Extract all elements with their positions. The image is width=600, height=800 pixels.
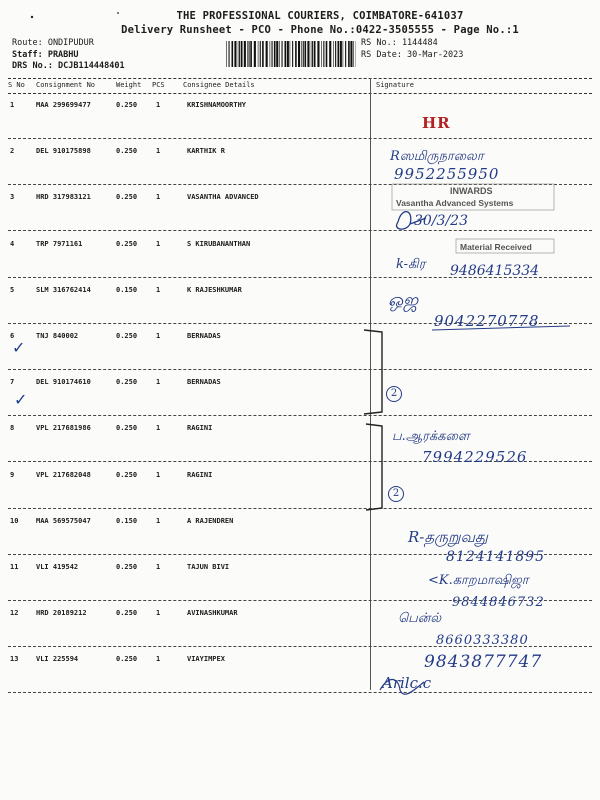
cell-sno: 13: [10, 655, 19, 664]
cell-consignment-no: HRD 20189212: [36, 609, 87, 618]
cell-consignment-no: VPL 217682048: [36, 470, 91, 479]
rs-date: RS Date: 30-Mar-2023: [361, 49, 464, 60]
cell-consignment-no: MAA 299699477: [36, 101, 91, 109]
cell-consignee: RAGINI: [187, 424, 213, 433]
signature-row-5: ஒஜ: [388, 290, 419, 311]
cell-consignee: AVINASHKUMAR: [187, 609, 238, 618]
signature-row-2-phone: 9952255950: [394, 165, 500, 183]
signature-row-12-phone: 8660333380: [436, 633, 529, 648]
cell-sno: 7: [10, 378, 15, 387]
company-title: THE PROFESSIONAL COURIERS, COIMBATORE-641037: [176, 10, 464, 22]
cell-weight: 0.150: [116, 285, 138, 294]
table-row: [0, 139, 600, 185]
cell-pcs: 1: [156, 563, 161, 571]
cell-weight: 0.150: [116, 516, 138, 525]
cell-weight: 0.250: [116, 655, 138, 664]
table-header: [8, 78, 592, 94]
table-row: [0, 185, 600, 231]
cell-sno: 6: [10, 332, 15, 340]
cell-pcs: 1: [156, 285, 161, 294]
cell-pcs: 1: [156, 470, 161, 479]
cell-pcs: 1: [156, 655, 161, 664]
barcode: [226, 41, 356, 67]
table-row: [0, 324, 600, 370]
cell-weight: 0.250: [116, 563, 138, 571]
cell-weight: 0.250: [116, 101, 138, 109]
row-divider: [8, 692, 592, 693]
signature-row-12: பென்ல்: [398, 611, 442, 626]
signature-row-10-phone: 8124141895: [446, 549, 546, 565]
cell-sno: 2: [10, 147, 15, 156]
cell-pcs: 1: [156, 239, 161, 248]
col-header-signature: Signature: [376, 81, 414, 89]
col-header-weight: Weight: [116, 81, 142, 89]
cell-pcs: 1: [156, 516, 161, 525]
table-row: [0, 93, 600, 139]
cell-consignment-no: VLI 225594: [36, 655, 79, 664]
cell-pcs: 1: [156, 193, 161, 202]
cell-sno: 12: [10, 609, 19, 618]
col-header-pcs: PCS: [152, 81, 165, 89]
signature-row-11-name: <K.காறமாஷிஜா: [428, 573, 529, 588]
signature-row-13: Arilc.c: [382, 674, 432, 692]
cell-sno: 4: [10, 239, 15, 248]
cell-weight: 0.250: [116, 193, 138, 202]
inwards-stamp-company: Vasantha Advanced Systems: [396, 198, 514, 208]
col-header-consignment: Consignment No: [36, 81, 96, 89]
checkmark-row-7: ✓: [14, 390, 28, 409]
cell-consignment-no: SLM 316762414: [36, 285, 91, 294]
signature-row-11-phone: 9844846732: [452, 595, 545, 610]
signature-row-13-phone: 9843877747: [424, 652, 543, 672]
cell-sno: 3: [10, 193, 15, 202]
cell-consignee: S KIRUBANANTHAN: [187, 239, 251, 248]
staff-field: Staff: PRABHU: [12, 49, 79, 60]
cell-weight: 0.250: [116, 147, 138, 156]
cell-weight: 0.250: [116, 239, 138, 248]
inwards-stamp-title: INWARDS: [450, 186, 493, 196]
table-row: [0, 370, 600, 416]
cell-pcs: 1: [156, 147, 161, 156]
cell-weight: 0.250: [116, 609, 138, 618]
col-header-consignee: Consignee Details: [183, 81, 255, 89]
signature-row-8-phone: 7994229526: [422, 448, 528, 466]
checkmark-row-6: ✓: [12, 338, 26, 357]
cell-consignee: KRISHNAMOORTHY: [187, 101, 247, 109]
table-row: [0, 463, 600, 509]
cell-sno: 1: [10, 101, 15, 109]
cell-pcs: 1: [156, 609, 161, 618]
cell-consignee: TAJUN BIVI: [187, 563, 230, 571]
circled-count-row-7: 2: [386, 386, 402, 402]
rs-number: RS No.: 1144484: [361, 38, 438, 48]
cell-consignment-no: HRD 317983121: [36, 193, 91, 202]
cell-sno: 9: [10, 470, 15, 479]
cell-consignment-no: VLI 419542: [36, 563, 79, 571]
signature-row-10-name: R-தருறுவது: [408, 528, 488, 546]
route-field: Route: ONDIPUDUR: [12, 38, 94, 48]
cell-weight: 0.250: [116, 424, 138, 433]
cell-consignment-no: MAA 569575047: [36, 516, 91, 525]
cell-consignment-no: DEL 910175898: [36, 147, 91, 156]
cell-consignee: BERNADAS: [187, 332, 221, 340]
cell-consignment-no: VPL 217681986: [36, 424, 91, 433]
cell-pcs: 1: [156, 424, 161, 433]
cell-weight: 0.250: [116, 378, 138, 387]
cell-consignee: KARTHIK R: [187, 147, 225, 156]
cell-consignee: K RAJESHKUMAR: [187, 285, 242, 294]
col-header-sno: S No: [8, 81, 25, 89]
material-received-stamp: Material Received: [460, 242, 532, 252]
cell-consignee: A RAJENDREN: [187, 516, 234, 525]
cell-weight: 0.250: [116, 470, 138, 479]
cell-sno: 11: [10, 563, 19, 571]
cell-sno: 8: [10, 424, 15, 433]
signature-row-4-phone: 9486415334: [450, 263, 540, 279]
table-row: [0, 509, 600, 555]
runsheet-meta-left: [12, 38, 125, 73]
signature-row-1: HR: [422, 114, 451, 132]
cell-consignee: RAGINI: [187, 470, 213, 479]
cell-pcs: 1: [156, 101, 161, 109]
cell-consignment-no: DEL 910174610: [36, 378, 91, 387]
cell-consignee: VASANTHA ADVANCED: [187, 193, 259, 202]
cell-consignment-no: TNJ 840002: [36, 332, 79, 340]
cell-sno: 5: [10, 285, 15, 294]
cell-pcs: 1: [156, 378, 161, 387]
signature-row-3-date: 30/3/23: [414, 213, 468, 229]
cell-consignment-no: TRP 7971161: [36, 239, 83, 248]
cell-sno: 10: [10, 516, 19, 525]
circled-count-row-9: 2: [388, 486, 404, 502]
cell-weight: 0.250: [116, 332, 138, 340]
cell-consignee: VIAYIMPEX: [187, 655, 225, 664]
cell-consignee: BERNADAS: [187, 378, 221, 387]
cell-pcs: 1: [156, 332, 161, 340]
signature-row-4-name: k-கிர: [396, 257, 426, 272]
runsheet-title: Delivery Runsheet - PCO - Phone No.:0422-3505555 - Page No.:1: [121, 24, 519, 36]
runsheet-meta-right: [361, 38, 463, 61]
signature-row-8-name: ப.ஆரக்களை: [392, 429, 470, 444]
drs-number: DRS No.: DCJB114448401: [12, 61, 125, 71]
signature-row-5-phone: 9042270778: [434, 312, 540, 330]
signature-row-2-name: Rஸமிருநாலைா: [390, 149, 484, 164]
